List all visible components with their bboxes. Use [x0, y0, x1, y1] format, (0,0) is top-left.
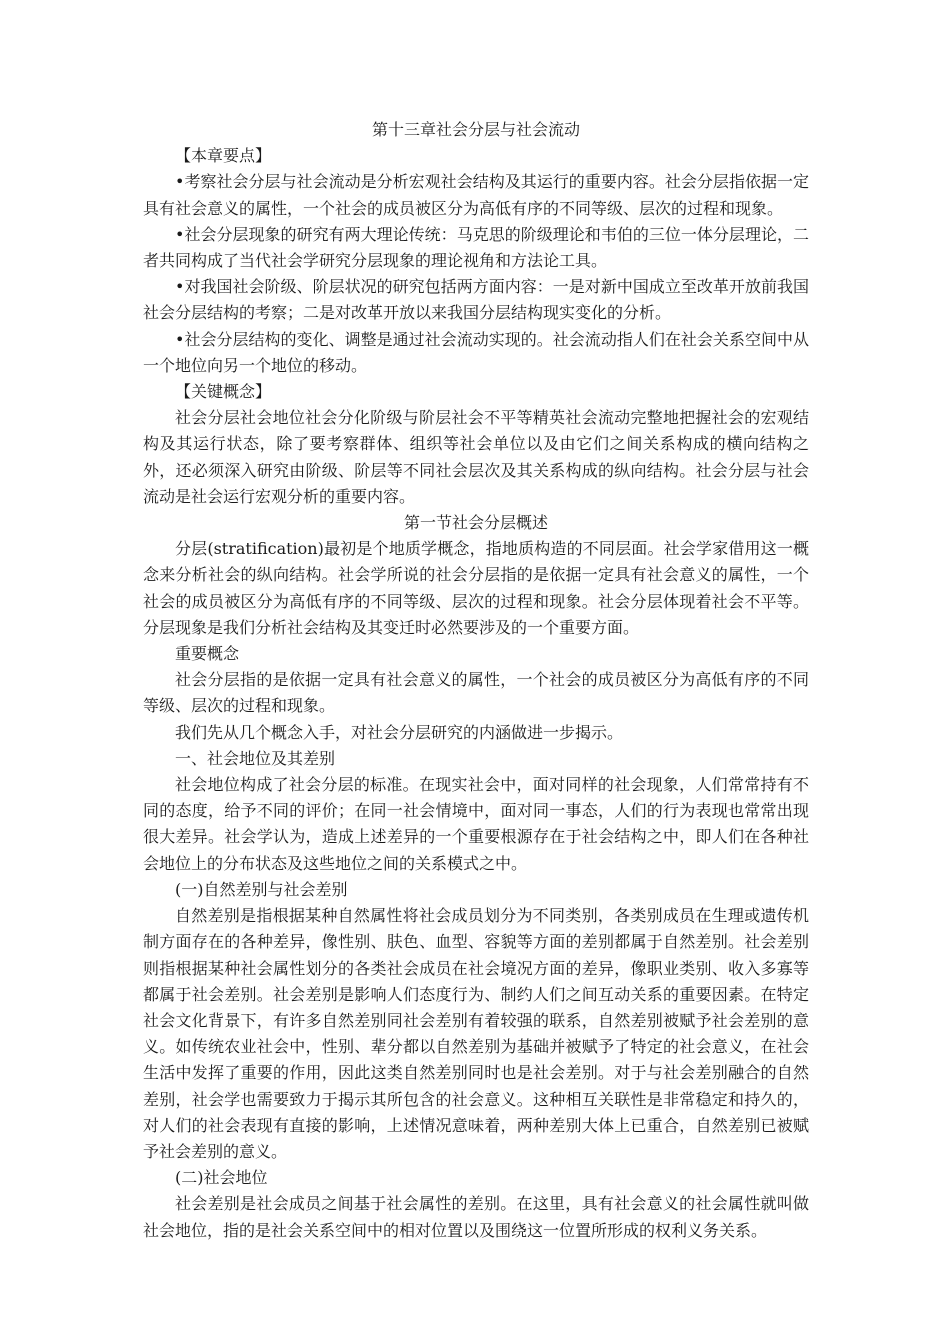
- key-point: •对我国社会阶级、阶层状况的研究包括两方面内容：一是对新中国成立至改革开放前我国社会分层结构的考察；二是对改革开放以来我国分层结构现实变化的分析。: [143, 277, 809, 323]
- part-title: (二)社会地位: [175, 1168, 268, 1188]
- subsection-title: 一、社会地位及其差别: [175, 748, 336, 768]
- key-concepts-heading: 【关键概念】: [175, 382, 272, 402]
- part-title: (一)自然差别与社会差别: [175, 879, 348, 899]
- key-point: •考察社会分层与社会流动是分析宏观社会结构及其运行的重要内容。社会分层指依据一定具有社会意义的属性，一个社会的成员被区分为高低有序的不同等级、层次的过程和现象。: [143, 172, 809, 218]
- key-point: •社会分层现象的研究有两大理论传统：马克思的阶级理论和韦伯的三位一体分层理论，二者共同构成了当代社会学研究分层现象的理论视角和方法论工具。: [143, 224, 809, 271]
- section-intro-paragraph: 分层(stratification)最初是个地质学概念，指地质构造的不同层面。社会学家借用这一概念来分析社会的纵向结构。社会学所说的社会分层指的是依据一定具有社会意义的属性，一个社会的成员被区分为高低有序的不同等级、层次的过程和现象。社会分层体现着社会不平等。分层现象是我们分析社会结构及其变迁时必然要涉及的一个重要方面。: [143, 539, 809, 637]
- subsection-paragraph: 社会地位构成了社会分层的标准。在现实社会中，面对同样的社会现象，人们常常持有不同的态度，给予不同的评价；在同一社会情境中，面对同一事态，人们的行为表现也常常出现很大差异。社会学认为，造成上述差异的一个重要根源存在于社会结构之中，即人们在各种社会地位上的分布状态及这些地位之间的关系模式之中。: [143, 775, 809, 873]
- part-paragraph: 社会差别是社会成员之间基于社会属性的差别。在这里，具有社会意义的社会属性就叫做社会地位，指的是社会关系空间中的相对位置以及围绕这一位置所形成的权利义务关系。: [143, 1194, 809, 1240]
- key-concepts-paragraph: 社会分层社会地位社会分化阶级与阶层社会不平等精英社会流动完整地把握社会的宏观结构及其运行状态，除了要考察群体、组织等社会单位以及由它们之间关系构成的横向结构之外，还必须深入研究由阶级、阶层等不同社会层次及其关系构成的纵向结构。社会分层与社会流动是社会运行宏观分析的重要内容。: [143, 408, 809, 506]
- part-paragraph: 自然差别是指根据某种自然属性将社会成员划分为不同类别，各类别成员在生理或遗传机制方面存在的各种差异，像性别、肤色、血型、容貌等方面的差别都属于自然差别。社会差别则指根据某种社会属性划分的各类社会成员在社会境况方面的差异，像职业类别、收入多寡等都属于社会差别。社会差别是影响人们态度行为、制约人们之间互动关系的重要因素。在特定社会文化背景下，有许多自然差别同社会差别有着较强的联系，自然差别被赋予社会差别的意义。如传统农业社会中，性别、辈分都以自然差别为基础并被赋予了特定的社会意义，在社会生活中发挥了重要的作用，因此这类自然差别同时也是社会差别。对于与社会差别融合的自然差别，社会学也需要致力于揭示其所包含的社会意义。这种相互关联性是非常稳定和持久的，对人们的社会表现有直接的影响，上述情况意味着，两种差别大体上已重合，自然差别已被赋予社会差别的意义。: [143, 906, 809, 1161]
- transition-paragraph: 我们先从几个概念入手，对社会分层研究的内涵做进一步揭示。: [175, 722, 624, 742]
- chapter-title: 第十三章社会分层与社会流动: [371, 120, 580, 139]
- section-title: 第一节社会分层概述: [403, 513, 548, 533]
- important-concept-paragraph: 社会分层指的是依据一定具有社会意义的属性，一个社会的成员被区分为高低有序的不同等级、层次的过程和现象。: [143, 670, 809, 716]
- key-points-heading: 【本章要点】: [175, 146, 272, 166]
- key-point: •社会分层结构的变化、调整是通过社会流动实现的。社会流动指人们在社会关系空间中从一个地位向另一个地位的移动。: [143, 329, 809, 375]
- important-concept-label: 重要概念: [175, 644, 240, 664]
- document-page: [143, 117, 809, 1244]
